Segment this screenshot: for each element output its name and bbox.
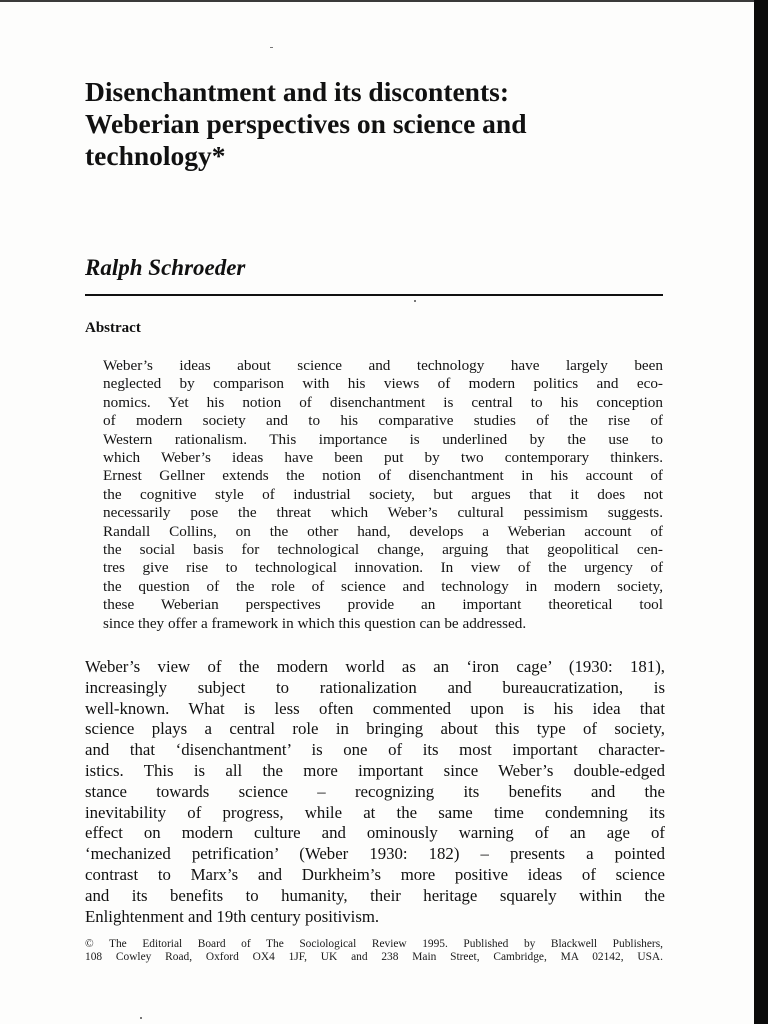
body-line: well-known. What is less often commented upon is his idea that xyxy=(85,698,665,718)
body-line: istics. This is all the more important since Weber’s double-edged xyxy=(85,760,665,780)
body-paragraph xyxy=(85,657,665,927)
footer-line: © The Editorial Board of The Sociological Review 1995. Published by Blackwell Publishers, xyxy=(85,938,663,950)
top-border xyxy=(0,0,768,2)
body-line: ‘mechanized petrification’ (Weber 1930: 182) – presents a pointed xyxy=(85,844,665,864)
abstract-line: these Weberian perspectives provide an important theoretical tool xyxy=(103,596,663,614)
abstract-line: Western rationalism. This importance is underlined by the use to xyxy=(103,430,663,448)
abstract-line: necessarily pose the threat which Weber’s cultural pessimism suggests. xyxy=(103,504,663,522)
footer-line: 108 Cowley Road, Oxford OX4 1JF, UK and 238 Main Street, Cambridge, MA 02142, USA. xyxy=(85,951,663,963)
title-line: Weberian perspectives on science and xyxy=(85,108,527,139)
author-divider xyxy=(85,294,663,296)
abstract-line: which Weber’s ideas have been put by two contemporary thinkers. xyxy=(103,449,663,467)
author-name: Ralph Schroeder xyxy=(85,255,246,280)
body-line: and its benefits to humanity, their heritage squarely within the xyxy=(85,885,665,905)
body-line: contrast to Marx’s and Durkheim’s more positive ideas of science xyxy=(85,864,665,884)
abstract-line: Randall Collins, on the other hand, develops a Weberian account of xyxy=(103,522,663,540)
abstract-line: Weber’s ideas about science and technology have largely been xyxy=(103,357,663,374)
abstract-heading: Abstract xyxy=(85,320,141,336)
page-edge xyxy=(754,0,768,1024)
article-title xyxy=(85,76,695,172)
abstract-line: tres give rise to technological innovation. In view of the urgency of xyxy=(103,559,663,577)
body-line: Enlightenment and 19th century positivism. xyxy=(85,906,380,926)
body-line: stance towards science – recognizing its benefits and the xyxy=(85,781,665,801)
body-line: inevitability of progress, while at the same time condemning its xyxy=(85,802,665,822)
abstract-line: the social basis for technological change, arguing that geopolitical cen- xyxy=(103,541,663,559)
body-line: increasingly subject to rationalization and bureaucratization, is xyxy=(85,677,665,697)
copyright-footer xyxy=(85,938,663,964)
abstract-line: of modern society and to his comparative studies of the rise of xyxy=(103,412,663,430)
body-line: effect on modern culture and ominously warning of an age of xyxy=(85,823,665,843)
abstract-line: neglected by comparison with his views of modern politics and eco- xyxy=(103,375,663,393)
abstract-text xyxy=(103,357,663,633)
abstract-line: the question of the role of science and technology in modern society, xyxy=(103,577,663,595)
body-line: and that ‘disenchantment’ is one of its most important character- xyxy=(85,740,665,760)
title-line: technology* xyxy=(85,140,226,171)
abstract-line: the cognitive style of industrial society, but argues that it does not xyxy=(103,485,663,503)
body-line: Weber’s view of the modern world as an ‘iron cage’ (1930: 181), xyxy=(85,657,665,676)
abstract-line: nomics. Yet his notion of disenchantment is central to his conception xyxy=(103,393,663,411)
body-line: science plays a central role in bringing about this type of society, xyxy=(85,719,665,739)
abstract-line: Ernest Gellner extends the notion of disenchantment in his account of xyxy=(103,467,663,485)
scan-speck xyxy=(270,47,273,48)
scan-speck xyxy=(140,1017,142,1019)
scan-speck xyxy=(414,300,416,302)
abstract-line: since they offer a framework in which this question can be addressed. xyxy=(103,614,527,632)
title-line: Disenchantment and its discontents: xyxy=(85,76,509,107)
